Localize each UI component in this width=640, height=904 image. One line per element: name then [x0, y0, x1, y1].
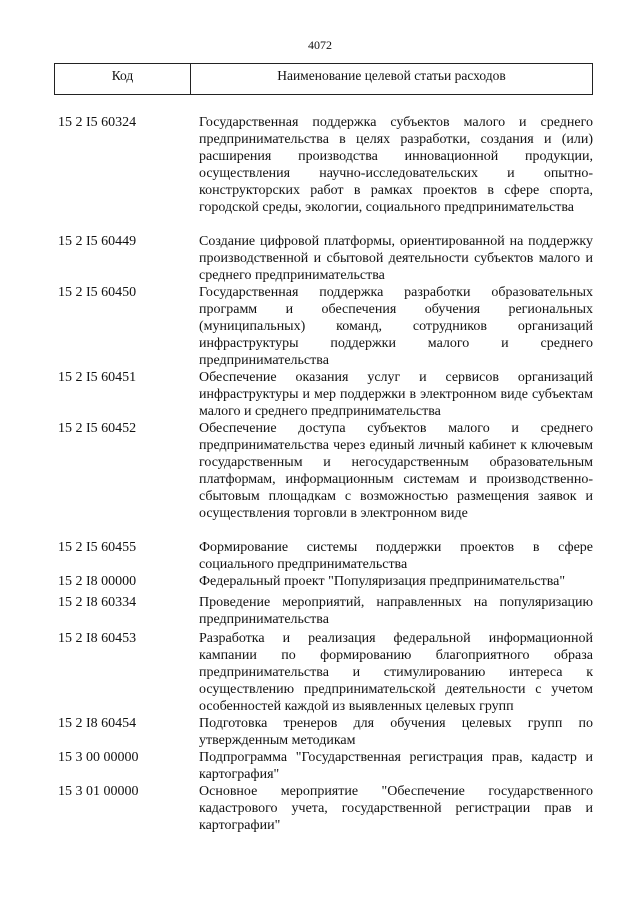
row-code: 15 2 I8 60454	[58, 716, 137, 731]
table-header	[54, 63, 593, 95]
row-code: 15 2 I8 60334	[58, 595, 137, 610]
row-name: Проведение мероприятий, направленных на популяризацию предпринимательства	[199, 595, 593, 627]
row-name: Создание цифровой платформы, ориентированной на поддержку производственной и сбытовой деятельности субъектов малого и среднего предпринимательства	[199, 234, 593, 283]
row-name: Федеральный проект "Популяризация предпринимательства"	[199, 574, 566, 589]
row-code: 15 2 I8 60453	[58, 631, 137, 646]
row-name: Подпрограмма "Государственная регистрация прав, кадастр и картография"	[199, 750, 593, 782]
header-name: Наименование целевой статьи расходов	[277, 68, 506, 83]
row-code: 15 2 I5 60449	[58, 234, 137, 249]
row-code: 15 2 I5 60450	[58, 285, 137, 300]
table-row	[54, 114, 593, 233]
row-name: Государственная поддержка субъектов малого и среднего предпринимательства в целях разработки, создания и (или) расширения производства инновационной продукции, осуществления научно-исследовательских и опытно-конструкторских работ в рамках проектов в сфере спорта, городской среды, экологии, социального предпринимательства	[199, 115, 593, 215]
table-row	[54, 539, 593, 573]
row-code: 15 2 I5 60452	[58, 421, 137, 436]
row-name: Основное мероприятие "Обеспечение государственного кадастрового учета, государственной регистрации прав и картографии"	[199, 784, 593, 833]
row-name: Разработка и реализация федеральной информационной кампании по формированию благоприятного образа предпринимательства и стимулированию интереса к осуществлению предпринимательской деятельности с учетом особенностей каждой из выявленных целевых групп	[199, 631, 593, 714]
table-row	[54, 284, 593, 369]
row-code: 15 2 I5 60451	[58, 370, 137, 385]
table-row	[54, 783, 593, 834]
table-row	[54, 420, 593, 539]
row-name: Формирование системы поддержки проектов в сфере социального предпринимательства	[199, 540, 593, 572]
row-code: 15 2 I5 60324	[58, 115, 137, 130]
table-row	[54, 715, 593, 749]
table-body	[54, 114, 593, 834]
row-name: Обеспечение доступа субъектов малого и среднего предпринимательства через единый личный кабинет к ключевым государственным и негосударственным образовательным платформам, информационным системам и производственно-сбытовым площадкам с возможностью размещения заявок и осуществления торговли в электронном виде	[199, 421, 593, 521]
row-code: 15 3 00 00000	[58, 750, 139, 765]
table-row	[54, 749, 593, 783]
row-code: 15 2 I5 60455	[58, 540, 137, 555]
row-name: Подготовка тренеров для обучения целевых групп по утвержденным методикам	[199, 716, 593, 748]
table-row	[54, 369, 593, 420]
row-code: 15 2 I8 00000	[58, 574, 137, 589]
page-number: 4072	[308, 38, 332, 52]
table-row	[54, 630, 593, 715]
table-row	[54, 594, 593, 630]
row-name: Обеспечение оказания услуг и сервисов организаций инфраструктуры и мер поддержки в электронном виде субъектам малого и среднего предпринимательства	[199, 370, 593, 419]
row-name: Государственная поддержка разработки образовательных программ и обеспечения обучения региональных (муниципальных) команд, сотрудников организаций инфраструктуры поддержки малого и среднего предпринимательства	[199, 285, 593, 368]
table-row	[54, 573, 593, 594]
row-code: 15 3 01 00000	[58, 784, 139, 799]
table-row	[54, 233, 593, 284]
header-code: Код	[55, 64, 191, 94]
